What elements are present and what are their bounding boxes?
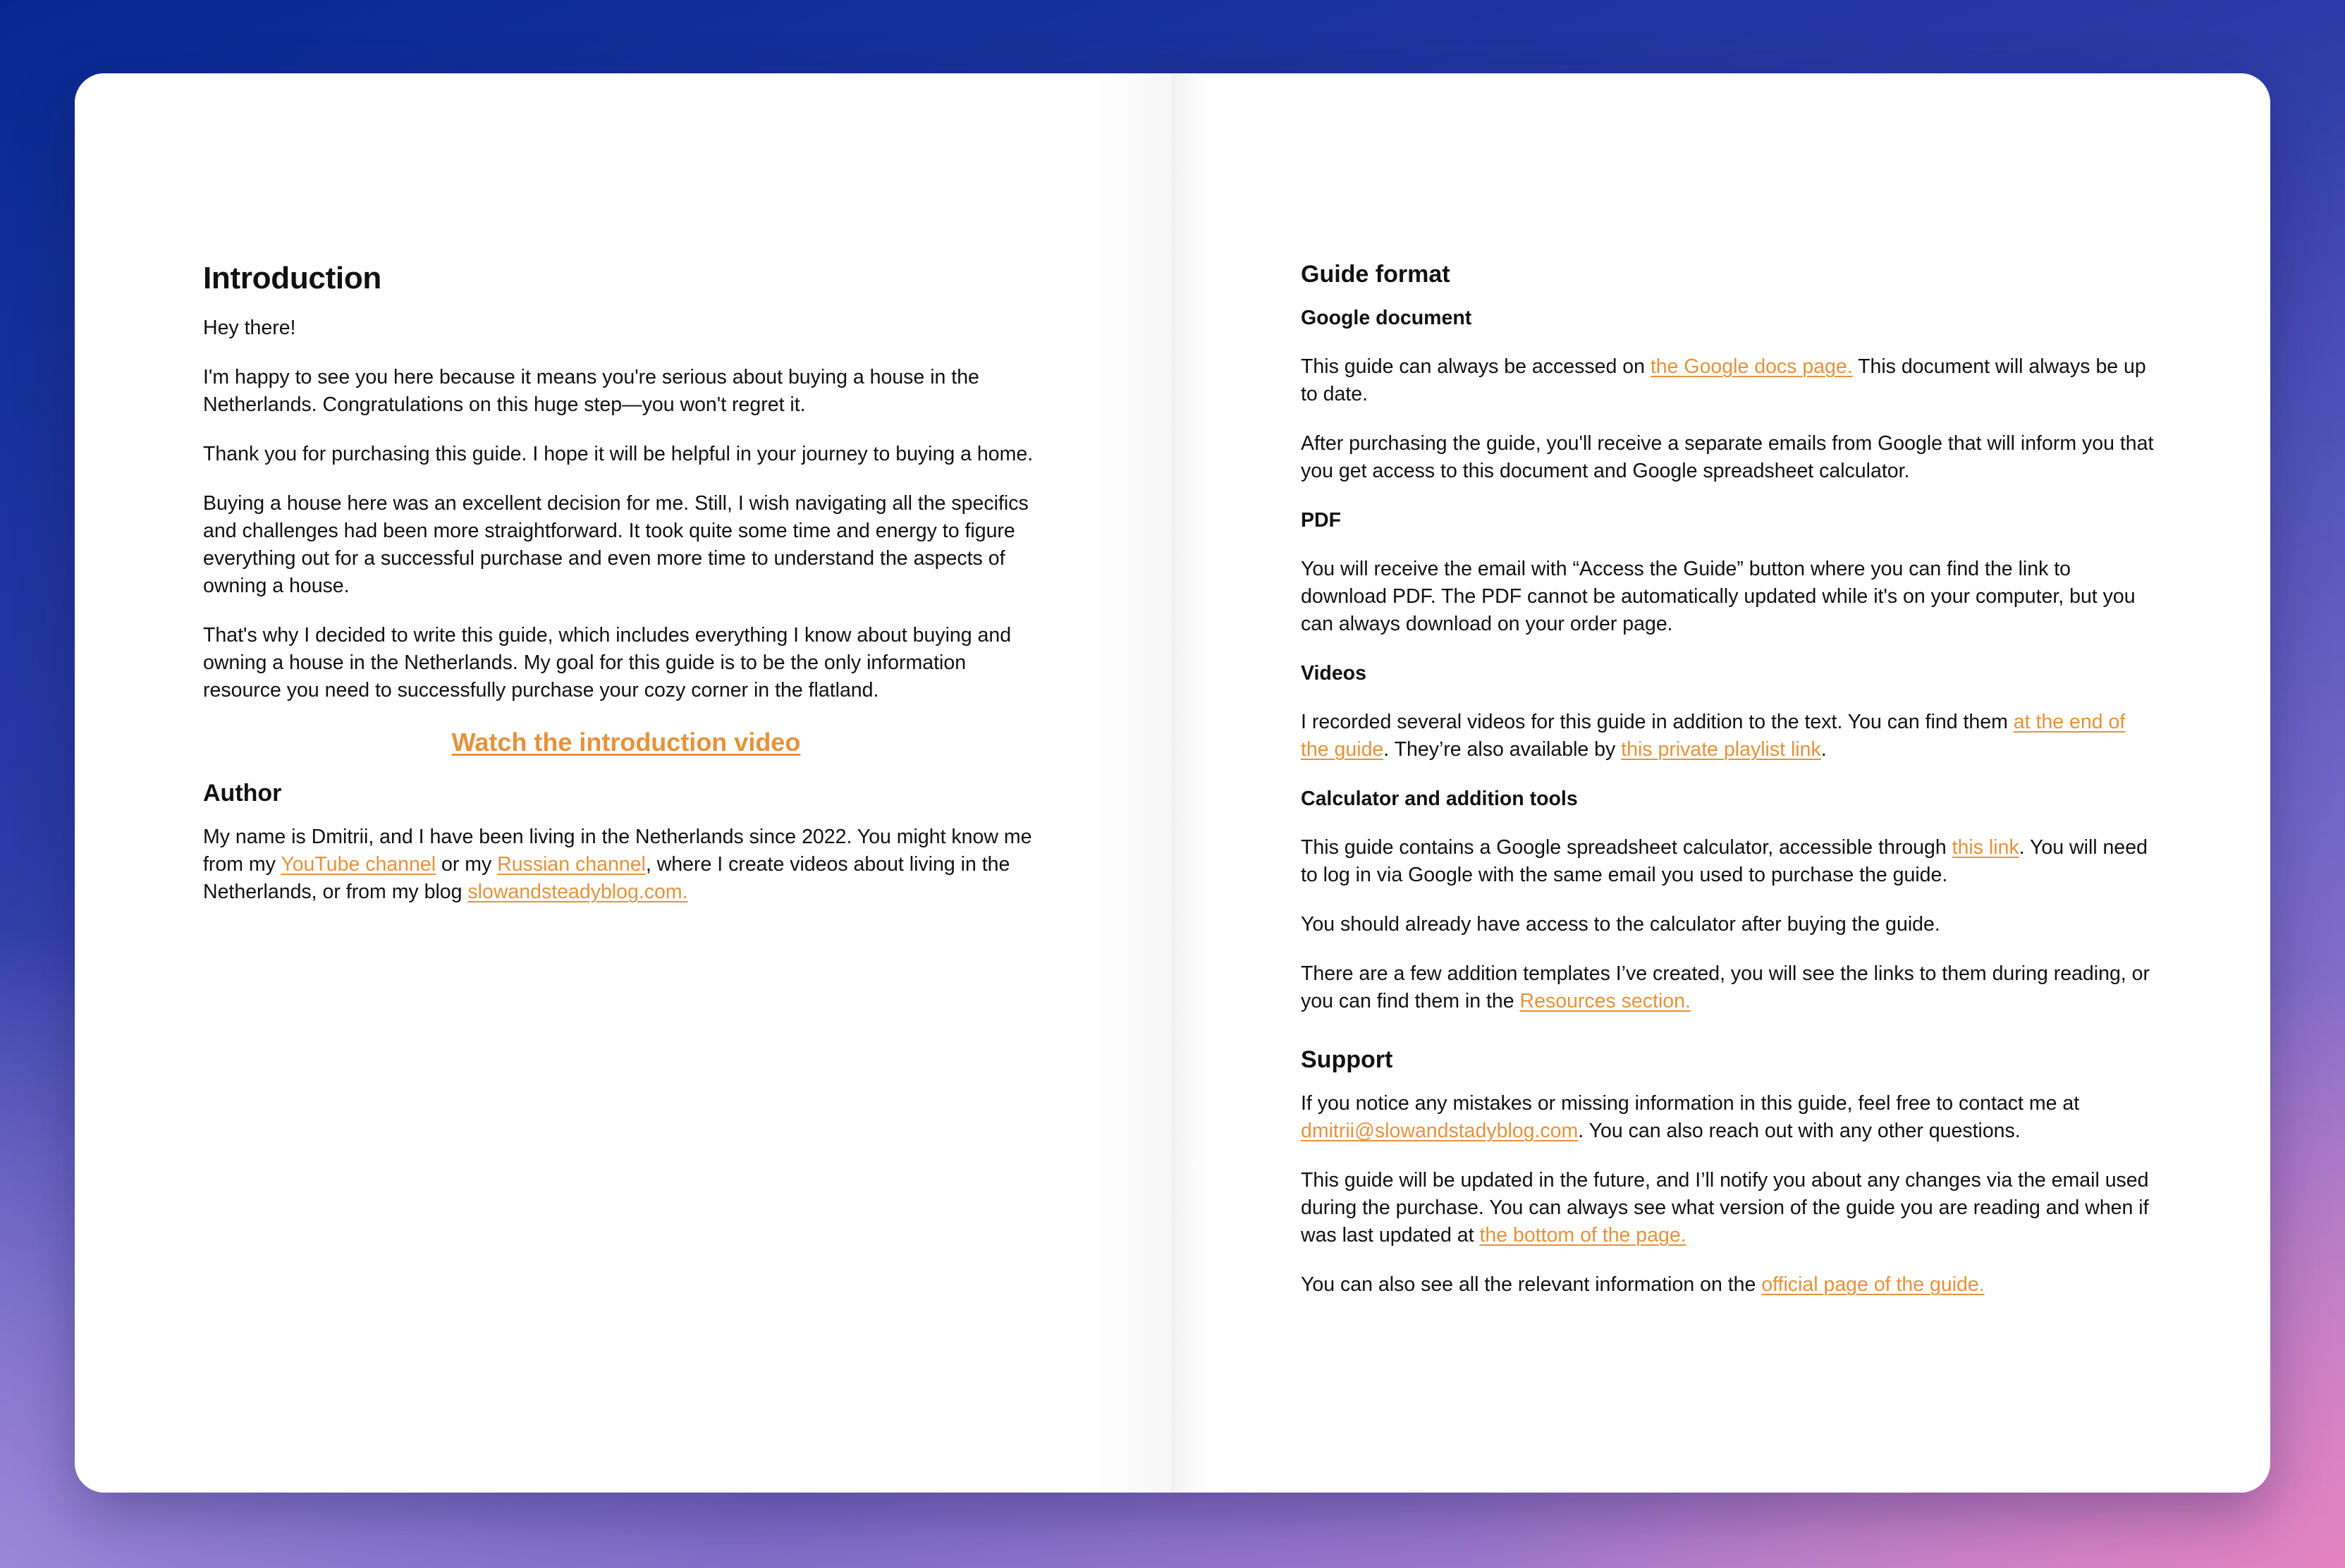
calculator-and-addition-tools-heading: Calculator and addition tools (1301, 788, 1578, 810)
text-segment: . You will need to log in via Google with the same email you used to purchase the guide. (1301, 836, 2148, 886)
left-page (75, 73, 1171, 1493)
bottom-of-page-link[interactable]: the bottom of the page. (1479, 1224, 1686, 1247)
text-segment: If you notice any mistakes or missing information in this guide, feel free to contact me at (1301, 1092, 2080, 1115)
text-segment: This document will always be up to date. (1301, 355, 2146, 405)
youtube-channel-link[interactable]: YouTube channel (281, 853, 436, 876)
guide-format-column (1301, 258, 2154, 1321)
text-segment: This guide can always be accessed on (1301, 355, 1651, 378)
blog-link[interactable]: slowandsteadyblog.com. (467, 881, 688, 903)
book-spread (75, 73, 2270, 1493)
text-segment: I'm happy to see you here because it means you're serious about buying a house in the Netherlands. Congratulations on this huge step—you won't regret it. (203, 366, 979, 416)
body-paragraph (1301, 430, 2154, 485)
text-segment: You should already have access to the calculator after buying the guide. (1301, 913, 1940, 936)
intro-paragraph (203, 622, 1049, 704)
guide-format-heading: Guide format (1301, 261, 1450, 288)
text-segment: . (1820, 738, 1827, 761)
support-heading: Support (1301, 1046, 1393, 1073)
body-paragraph (1301, 1090, 2154, 1145)
text-segment: There are a few addition templates I’ve created, you will see the links to them during reading, or you can find them in the (1301, 962, 2150, 1012)
body-paragraph (1301, 1271, 2154, 1299)
body-paragraph (1301, 960, 2154, 1015)
text-segment: Buying a house here was an excellent decision for me. Still, I wish navigating all the specifics and challenges had been more straightforward. It took quite some time and energy to figure everything out for a successful purchase and even more time to understand the aspects of owning a house. (203, 492, 1029, 597)
text-segment: I recorded several videos for this guide in addition to the text. You can find them (1301, 711, 2014, 733)
text-segment: or my (436, 853, 498, 876)
google-document-heading: Google document (1301, 307, 1472, 329)
russian-channel-link[interactable]: Russian channel (497, 853, 646, 876)
google-docs-link[interactable]: the Google docs page. (1650, 355, 1853, 378)
resources-link[interactable]: Resources section. (1519, 990, 1691, 1012)
video-link-container (203, 726, 1049, 759)
text-segment: , where I create videos about living in the Netherlands, or from my blog (203, 853, 1010, 903)
email-link[interactable]: dmitrii@slowandstadyblog.com (1301, 1120, 1579, 1142)
text-segment: Hey there! (203, 317, 296, 339)
playlist-link[interactable]: this private playlist link (1621, 738, 1821, 761)
videos-heading: Videos (1301, 662, 1366, 685)
introduction-body (203, 314, 1049, 704)
text-segment: . You can also reach out with any other questions. (1578, 1120, 2021, 1142)
text-segment: You will receive the email with “Access the Guide” button where you can find the link to download PDF. The PDF cannot be automatically updated while it's on your computer, but you can always download on your order page. (1301, 558, 2136, 635)
intro-paragraph (203, 314, 1049, 342)
watch-intro-video-link[interactable]: Watch the introduction video (451, 728, 801, 757)
body-paragraph (1301, 353, 2154, 408)
intro-paragraph (203, 441, 1049, 468)
body-paragraph (1301, 834, 2154, 889)
text-segment: That's why I decided to write this guide, which includes everything I know about buying and owning a house in the Netherlands. My goal for this guide is to be the only information resource you need to successfully purchase your cozy corner in the flatland. (203, 624, 1012, 702)
text-segment: Thank you for purchasing this guide. I hope it will be helpful in your journey to buying a home. (203, 443, 1034, 465)
body-paragraph (1301, 556, 2154, 638)
author-heading: Author (203, 780, 282, 807)
text-segment: After purchasing the guide, you'll receive a separate emails from Google that will inform you that you get access to this document and Google spreadsheet calculator. (1301, 432, 2154, 482)
text-segment: This guide contains a Google spreadsheet calculator, accessible through (1301, 836, 1952, 859)
text-segment: This guide will be updated in the future, and I’ll notify you about any changes via the email used during the purchase. You can always see what version of the guide you are reading and when if was last updated at (1301, 1169, 2149, 1247)
pdf-heading: PDF (1301, 509, 1341, 532)
intro-paragraph (203, 490, 1049, 600)
introduction-column (203, 258, 1049, 928)
body-paragraph (1301, 1167, 2154, 1249)
end-of-guide-link[interactable]: at the end of the guide (1301, 711, 2126, 761)
text-segment: . They’re also available by (1383, 738, 1622, 761)
introduction-title: Introduction (203, 261, 382, 295)
calculator-link[interactable]: this link (1952, 836, 2019, 859)
official-page-link[interactable]: official page of the guide. (1761, 1273, 1985, 1296)
text-segment: You can also see all the relevant information on the (1301, 1273, 1762, 1296)
body-paragraph (1301, 709, 2154, 764)
author-paragraph (203, 823, 1049, 906)
right-page (1171, 73, 2270, 1493)
text-segment: My name is Dmitrii, and I have been living in the Netherlands since 2022. You might know me from my (203, 826, 1032, 876)
intro-paragraph (203, 364, 1049, 419)
body-paragraph (1301, 911, 2154, 938)
